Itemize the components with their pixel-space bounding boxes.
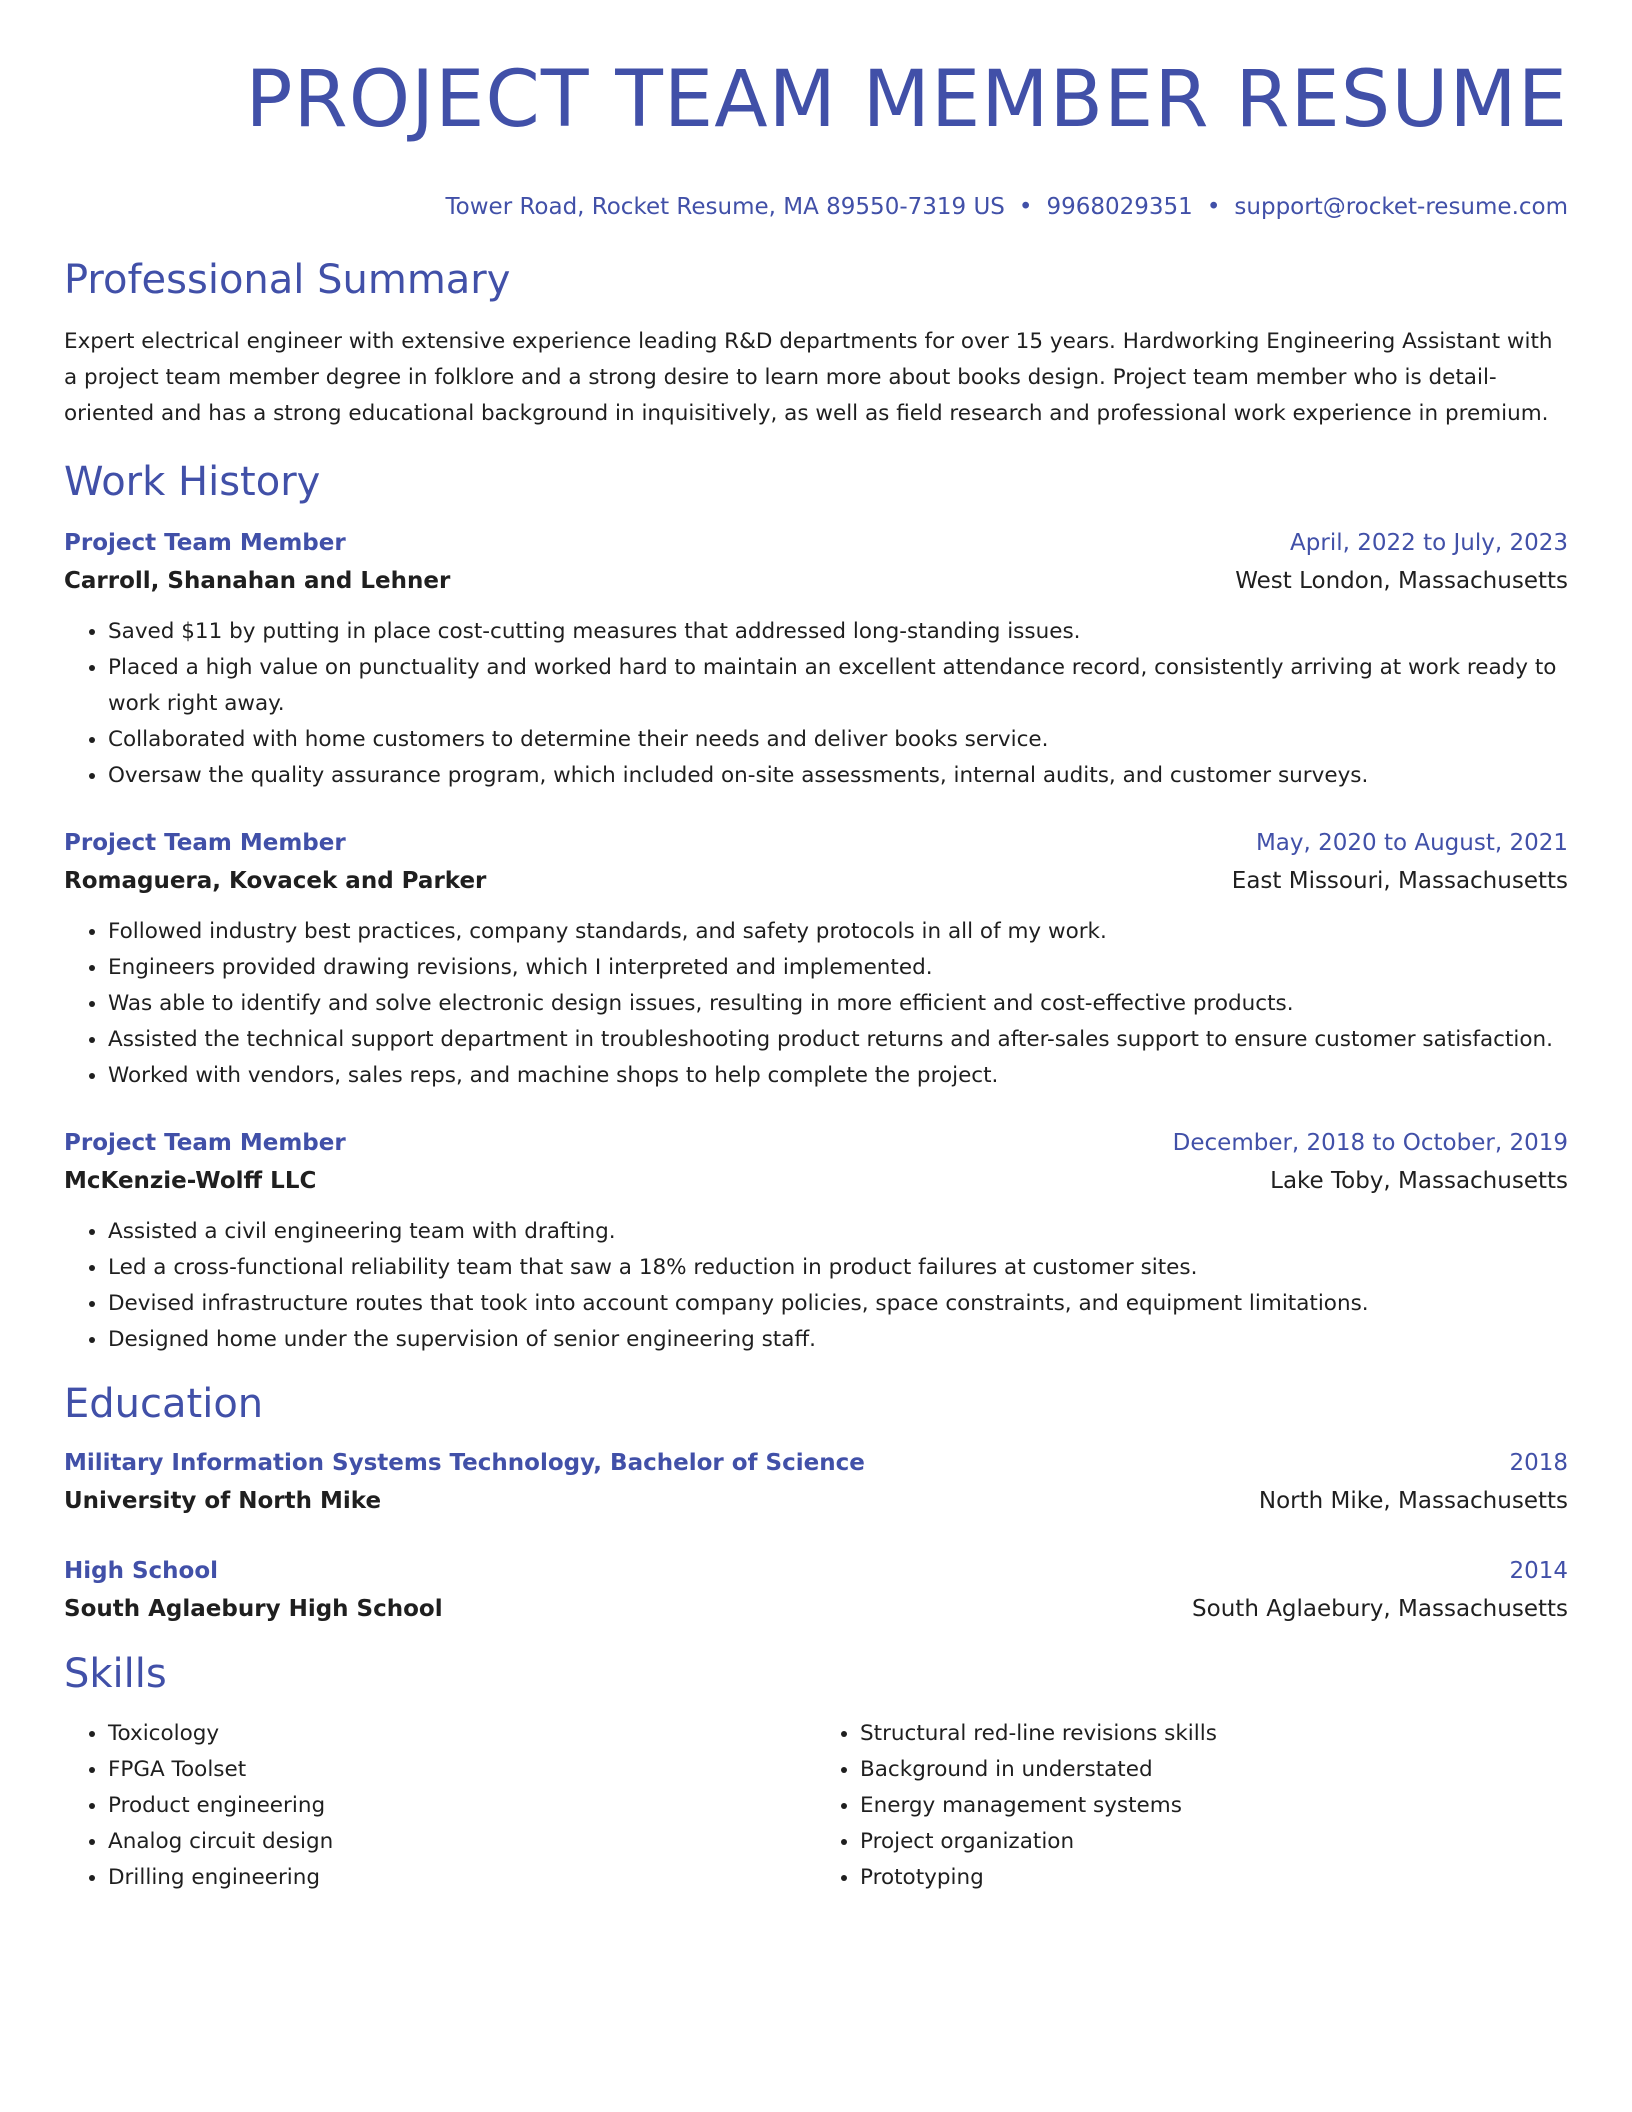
list-item: • Assisted a civil engineering team with drafting. — [108, 1214, 1568, 1250]
list-item: • Collaborated with home customers to determine their needs and deliver books service. — [108, 722, 1568, 758]
job-dates: April, 2022 to July, 2023 — [1290, 530, 1568, 556]
list-item: • Designed home under the supervision of senior engineering staff. — [108, 1322, 1568, 1358]
resume-title: PROJECT TEAM MEMBER RESUME — [245, 55, 1568, 145]
education-entry — [64, 1552, 1568, 1628]
job-company: Romaguera, Kovacek and Parker — [64, 868, 487, 894]
job-entry — [64, 1124, 1568, 1358]
education-location: North Mike, Massachusetts — [1258, 1488, 1568, 1514]
job-role: Project Team Member — [64, 530, 346, 556]
job-company-row — [64, 862, 1568, 900]
education-school-row — [64, 1482, 1568, 1520]
education-heading: Education — [64, 1381, 264, 1427]
job-company: McKenzie-Wolff LLC — [64, 1168, 317, 1194]
job-company: Carroll, Shanahan and Lehner — [64, 568, 451, 594]
education-degree: Military Information Systems Technology, Bachelor of Science — [64, 1450, 865, 1476]
job-role: Project Team Member — [64, 830, 346, 856]
list-item: • Worked with vendors, sales reps, and machine shops to help complete the project. — [108, 1058, 1568, 1094]
job-location: West London, Massachusetts — [1235, 568, 1568, 594]
list-item: • Placed a high value on punctuality and worked hard to maintain an excellent attendance record, consistently arriving at work ready to work right away. — [108, 650, 1568, 722]
job-dates: May, 2020 to August, 2021 — [1255, 830, 1568, 856]
education-year: 2014 — [1509, 1558, 1568, 1584]
contact-address: Tower Road, Rocket Resume, MA 89550-7319 US — [445, 194, 1005, 220]
contact-email: support@rocket-resume.com — [1234, 194, 1568, 220]
separator-dot: • — [1206, 194, 1221, 220]
job-bullets — [64, 1214, 1568, 1358]
list-item: • Followed industry best practices, company standards, and safety protocols in all of my work. — [108, 914, 1568, 950]
list-item: • Devised infrastructure routes that took into account company policies, space constraints, and equipment limitations. — [108, 1286, 1568, 1322]
resume-header — [64, 52, 1568, 222]
education-entry — [64, 1444, 1568, 1520]
skill-item: • Toxicology — [108, 1716, 816, 1752]
skill-item: • Drilling engineering — [108, 1860, 816, 1896]
education-header-row — [64, 1444, 1568, 1482]
skill-item: • Analog circuit design — [108, 1824, 816, 1860]
job-dates: December, 2018 to October, 2019 — [1172, 1130, 1568, 1156]
job-bullets — [64, 614, 1568, 794]
skill-item: • Prototyping — [860, 1860, 1568, 1896]
skills-heading: Skills — [64, 1651, 167, 1697]
skills-column-left — [64, 1716, 816, 1896]
job-header-row — [64, 824, 1568, 862]
skill-item: • FPGA Toolset — [108, 1752, 816, 1788]
education-school: University of North Mike — [64, 1488, 382, 1514]
skills-list — [64, 1716, 1568, 1896]
list-item: • Was able to identify and solve electronic design issues, resulting in more efficient and cost-effective products. — [108, 986, 1568, 1022]
job-bullets — [64, 914, 1568, 1094]
skill-item: • Background in understated — [860, 1752, 1568, 1788]
education-header-row — [64, 1552, 1568, 1590]
job-entry — [64, 524, 1568, 794]
list-item: • Assisted the technical support department in troubleshooting product returns and after-sales support to ensure customer satisfaction. — [108, 1022, 1568, 1058]
job-header-row — [64, 524, 1568, 562]
education-location: South Aglaebury, Massachusetts — [1192, 1596, 1568, 1622]
contact-line — [64, 192, 1568, 222]
separator-dot: • — [1018, 194, 1033, 220]
job-entry — [64, 824, 1568, 1094]
education-school: South Aglaebury High School — [64, 1596, 443, 1622]
skills-column-right — [816, 1716, 1568, 1896]
job-location: East Missouri, Massachusetts — [1231, 868, 1568, 894]
work-history-heading: Work History — [64, 459, 321, 505]
education-school-row — [64, 1590, 1568, 1628]
list-item: • Engineers provided drawing revisions, which I interpreted and implemented. — [108, 950, 1568, 986]
skill-item: • Structural red-line revisions skills — [860, 1716, 1568, 1752]
skill-item: • Energy management systems — [860, 1788, 1568, 1824]
contact-phone: 9968029351 — [1046, 194, 1193, 220]
list-item: • Saved $11 by putting in place cost-cutting measures that addressed long-standing issues. — [108, 614, 1568, 650]
list-item: • Led a cross-functional reliability team that saw a 18% reduction in product failures at customer sites. — [108, 1250, 1568, 1286]
skill-item: • Product engineering — [108, 1788, 816, 1824]
education-degree: High School — [64, 1558, 219, 1584]
job-role: Project Team Member — [64, 1130, 346, 1156]
job-location: Lake Toby, Massachusetts — [1270, 1168, 1568, 1194]
summary-text: Expert electrical engineer with extensive experience leading R&D departments for over 15 years. Hardworking Engineering Assistant with a project team member degree in folklore and a strong desire to learn more about books design. Project team member who is detail-oriented and has a strong educational background in inquisitively, as well as field research and professional work experience in premium. — [64, 329, 1553, 426]
education-year: 2018 — [1509, 1450, 1568, 1476]
list-item: • Oversaw the quality assurance program, which included on-site assessments, internal audits, and customer surveys. — [108, 758, 1568, 794]
summary-heading: Professional Summary — [64, 257, 511, 303]
skill-item: • Project organization — [860, 1824, 1568, 1860]
job-company-row — [64, 1162, 1568, 1200]
job-header-row — [64, 1124, 1568, 1162]
job-company-row — [64, 562, 1568, 600]
